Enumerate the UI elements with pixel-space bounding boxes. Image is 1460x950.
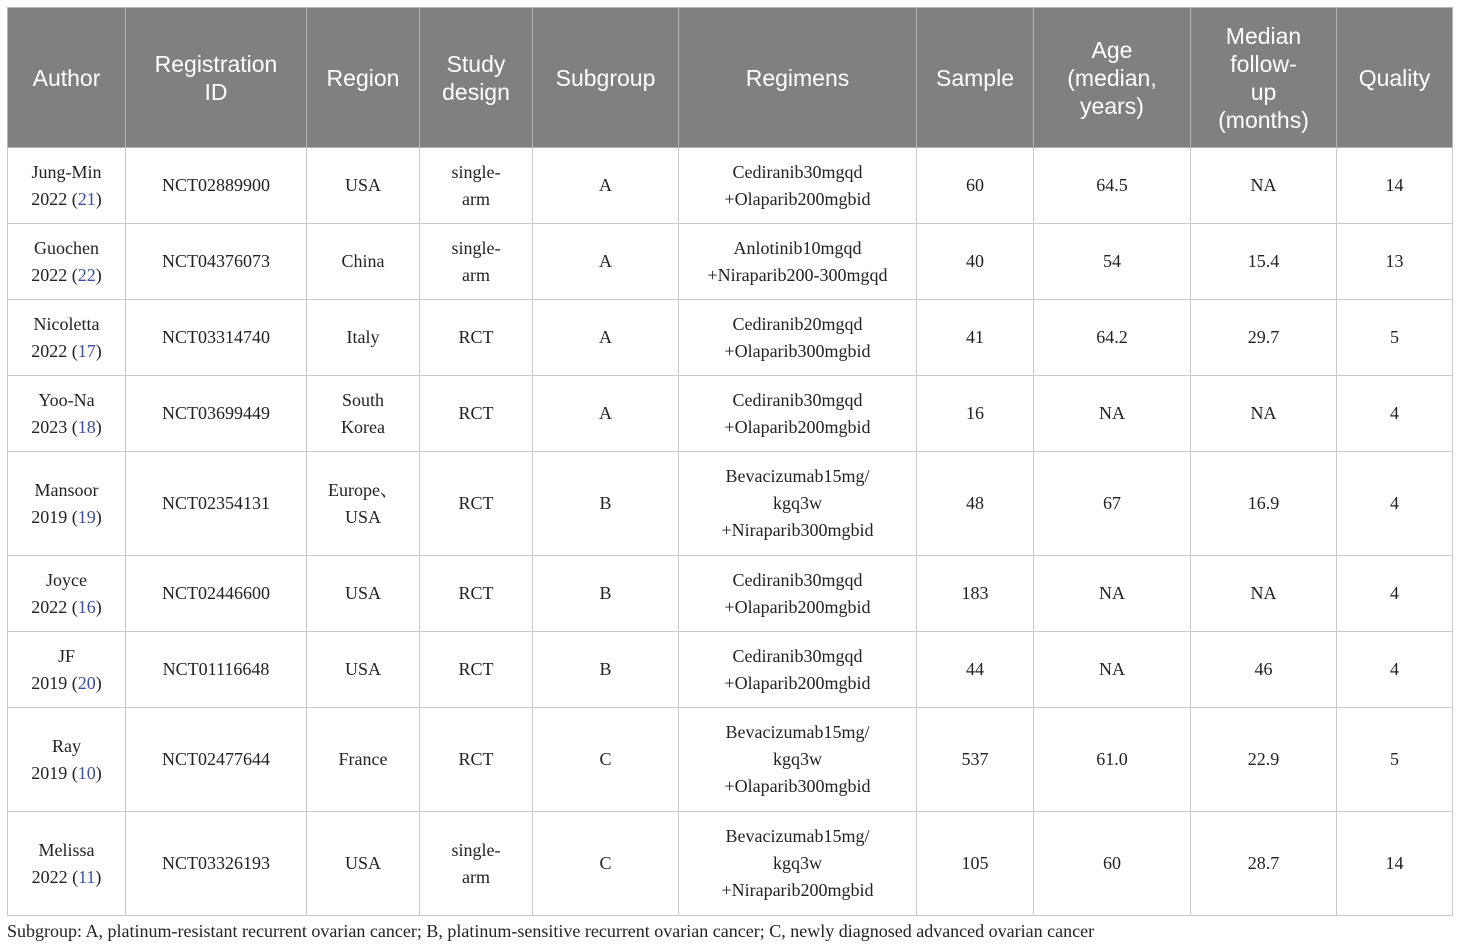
header-age-line: years) (1080, 92, 1144, 119)
regimen-line: +Niraparib300mgbid (721, 520, 874, 540)
regimen-line: kgq3w (773, 749, 822, 769)
regimen-line: Cediranib30mgqd (732, 645, 863, 666)
regimen-line: kgq3w (773, 853, 822, 873)
author-name: Melissa (38, 839, 95, 860)
cell-quality: 14 (1337, 148, 1453, 224)
region-line: South (341, 389, 384, 410)
cell-registration-id: NCT04376073 (126, 224, 307, 300)
cell-follow-up: 15.4 (1191, 224, 1337, 300)
regimen-line: +Niraparib200-300mgqd (707, 264, 888, 285)
table-row (8, 812, 1453, 916)
design-line: RCT (458, 493, 494, 513)
author-name: Mansoor (34, 479, 99, 500)
region-line: Korea (341, 416, 385, 437)
regimen-line: +Olaparib300mgbid (724, 776, 871, 796)
author-name: Yoo-Na (38, 389, 95, 410)
regimen-line: +Olaparib300mgbid (724, 340, 871, 361)
table-row (8, 224, 1453, 300)
header-regimens-label: Regimens (745, 64, 850, 91)
header-quality (1337, 8, 1453, 148)
citation-ref: 21 (77, 188, 96, 209)
table-row (8, 556, 1453, 632)
design-line: single- (451, 161, 501, 182)
header-regimens (679, 8, 917, 148)
cell-regimens (679, 224, 917, 300)
cell-quality: 4 (1337, 632, 1453, 708)
cell-regimens (679, 632, 917, 708)
region-line: Italy (346, 327, 380, 347)
cell-sample: 48 (917, 452, 1034, 556)
region-line: China (341, 251, 385, 271)
header-sample (917, 8, 1034, 148)
cell-region (307, 148, 420, 224)
header-registration-id (126, 8, 307, 148)
cell-subgroup: B (533, 556, 679, 632)
cell-quality: 5 (1337, 708, 1453, 812)
cell-regimens (679, 556, 917, 632)
design-line: RCT (458, 749, 494, 769)
cell-region (307, 708, 420, 812)
cell-author (8, 452, 126, 556)
header-subgroup (533, 8, 679, 148)
author-name: Nicoletta (33, 313, 100, 334)
author-name: Ray (52, 735, 81, 756)
author-year: 2019 (31, 506, 68, 527)
cell-region (307, 632, 420, 708)
design-line: arm (462, 866, 490, 887)
cell-regimens (679, 708, 917, 812)
cell-quality: 4 (1337, 452, 1453, 556)
cell-region (307, 452, 420, 556)
regimen-line: kgq3w (773, 493, 822, 513)
region-line: USA (344, 583, 381, 603)
cell-registration-id: NCT03326193 (126, 812, 307, 916)
header-age-line: Age (1091, 36, 1133, 63)
header-median-follow-up (1191, 8, 1337, 148)
header-author-label: Author (32, 64, 101, 91)
cell-quality: 13 (1337, 224, 1453, 300)
regimen-line: Bevacizumab15mg/ (725, 722, 870, 742)
cell-sample: 40 (917, 224, 1034, 300)
cell-sample: 41 (917, 300, 1034, 376)
header-row (8, 8, 1453, 148)
design-line: arm (462, 188, 490, 209)
cell-age: 64.5 (1034, 148, 1191, 224)
cell-age: NA (1034, 376, 1191, 452)
author-year: 2019 (31, 762, 68, 783)
author-year-line: 2022 (22) (31, 264, 102, 285)
author-year: 2022 (31, 264, 68, 285)
cell-age: 61.0 (1034, 708, 1191, 812)
cell-study-design (420, 632, 533, 708)
cell-registration-id: NCT01116648 (126, 632, 307, 708)
author-year: 2019 (31, 672, 68, 693)
cell-registration-id: NCT02477644 (126, 708, 307, 812)
header-age (1034, 8, 1191, 148)
header-design-line: design (442, 78, 510, 105)
author-name: Jung-Min (31, 161, 102, 182)
cell-subgroup: A (533, 300, 679, 376)
cell-follow-up: NA (1191, 148, 1337, 224)
cell-author (8, 224, 126, 300)
cell-age: 67 (1034, 452, 1191, 556)
cell-follow-up: 28.7 (1191, 812, 1337, 916)
study-characteristics-table (7, 7, 1453, 916)
cell-follow-up: 16.9 (1191, 452, 1337, 556)
cell-region (307, 224, 420, 300)
cell-registration-id: NCT02889900 (126, 148, 307, 224)
citation-ref: 18 (77, 416, 96, 437)
region-line: USA (344, 853, 381, 873)
regimen-line: Bevacizumab15mg/ (725, 826, 870, 846)
author-year: 2022 (31, 340, 68, 361)
cell-author (8, 708, 126, 812)
cell-study-design (420, 812, 533, 916)
regimen-line: +Niraparib200mgbid (721, 880, 874, 900)
study-table-container (7, 7, 1453, 916)
citation-ref: 20 (77, 672, 96, 693)
table-footnote: Subgroup: A, platinum-resistant recurrent ovarian cancer; B, platinum-sensitive recurrent ovarian cancer; C, newly diagnosed advanced ovarian cancer (7, 921, 1095, 941)
region-line: USA (344, 659, 381, 679)
regimen-line: Cediranib30mgqd (732, 569, 863, 590)
regimen-line: Bevacizumab15mg/ (725, 466, 870, 486)
regimen-line: +Olaparib200mgbid (724, 416, 871, 437)
header-followup-line: Median (1225, 22, 1302, 49)
region-line: USA (344, 175, 381, 195)
design-line: RCT (458, 659, 494, 679)
cell-regimens (679, 812, 917, 916)
cell-author (8, 300, 126, 376)
citation-ref: 16 (77, 596, 96, 617)
cell-region (307, 376, 420, 452)
cell-subgroup: A (533, 224, 679, 300)
header-subgroup-label: Subgroup (555, 64, 656, 91)
header-followup-line: up (1250, 78, 1277, 105)
regimen-line: Cediranib30mgqd (732, 161, 863, 182)
cell-study-design (420, 300, 533, 376)
author-year-line: 2022 (11) (31, 866, 102, 887)
citation-ref: 22 (77, 264, 96, 285)
design-line: RCT (458, 403, 494, 423)
region-line: France (338, 749, 388, 769)
regimen-line: Cediranib20mgqd (732, 313, 863, 334)
cell-age: 64.2 (1034, 300, 1191, 376)
cell-quality: 4 (1337, 556, 1453, 632)
header-design-line: Study (446, 50, 506, 77)
cell-subgroup: B (533, 452, 679, 556)
header-age-line: (median, (1067, 64, 1157, 91)
author-year-line: 2023 (18) (31, 416, 102, 437)
cell-registration-id: NCT02354131 (126, 452, 307, 556)
cell-follow-up: NA (1191, 556, 1337, 632)
regimen-line: +Olaparib200mgbid (724, 188, 871, 209)
header-region-label: Region (326, 64, 400, 91)
cell-regimens (679, 148, 917, 224)
author-year-line: 2022 (16) (31, 596, 102, 617)
cell-follow-up: 29.7 (1191, 300, 1337, 376)
author-name: Guochen (34, 237, 99, 258)
cell-study-design (420, 556, 533, 632)
cell-regimens (679, 300, 917, 376)
cell-follow-up: NA (1191, 376, 1337, 452)
cell-sample: 44 (917, 632, 1034, 708)
cell-follow-up: 22.9 (1191, 708, 1337, 812)
header-study-design (420, 8, 533, 148)
design-line: RCT (458, 583, 494, 603)
header-followup-line: follow- (1230, 50, 1297, 77)
cell-author (8, 812, 126, 916)
header-registration-line: Registration (154, 50, 278, 77)
cell-sample: 183 (917, 556, 1034, 632)
cell-subgroup: B (533, 632, 679, 708)
cell-study-design (420, 148, 533, 224)
author-name: JF (57, 645, 75, 666)
cell-study-design (420, 224, 533, 300)
cell-sample: 105 (917, 812, 1034, 916)
cell-age: 60 (1034, 812, 1191, 916)
cell-study-design (420, 708, 533, 812)
design-line: RCT (458, 327, 494, 347)
cell-author (8, 376, 126, 452)
cell-subgroup: C (533, 812, 679, 916)
cell-quality: 4 (1337, 376, 1453, 452)
author-year: 2022 (31, 596, 68, 617)
region-line: USA (344, 506, 381, 527)
table-row (8, 376, 1453, 452)
regimen-line: Anlotinib10mgqd (733, 237, 862, 258)
author-year-line: 2019 (20) (31, 672, 102, 693)
table-row (8, 708, 1453, 812)
cell-quality: 14 (1337, 812, 1453, 916)
cell-subgroup: A (533, 148, 679, 224)
author-year-line: 2019 (10) (31, 762, 102, 783)
table-row (8, 632, 1453, 708)
author-year-line: 2019 (19) (31, 506, 102, 527)
table-row (8, 148, 1453, 224)
cell-region (307, 300, 420, 376)
author-year: 2023 (31, 416, 68, 437)
regimen-line: +Olaparib200mgbid (724, 596, 871, 617)
cell-regimens (679, 376, 917, 452)
cell-age: NA (1034, 556, 1191, 632)
header-region (307, 8, 420, 148)
citation-ref: 19 (77, 506, 96, 527)
cell-registration-id: NCT03699449 (126, 376, 307, 452)
regimen-line: Cediranib30mgqd (732, 389, 863, 410)
cell-region (307, 812, 420, 916)
header-quality-label: Quality (1358, 64, 1431, 91)
cell-sample: 60 (917, 148, 1034, 224)
header-sample-label: Sample (936, 64, 1014, 91)
author-year-line: 2022 (17) (31, 340, 102, 361)
regimen-line: +Olaparib200mgbid (724, 672, 871, 693)
cell-region (307, 556, 420, 632)
cell-regimens (679, 452, 917, 556)
design-line: arm (462, 264, 490, 285)
cell-subgroup: C (533, 708, 679, 812)
cell-quality: 5 (1337, 300, 1453, 376)
author-name: Joyce (46, 569, 87, 590)
cell-author (8, 148, 126, 224)
citation-ref: 10 (77, 762, 96, 783)
cell-sample: 16 (917, 376, 1034, 452)
cell-author (8, 632, 126, 708)
author-year: 2022 (31, 188, 68, 209)
region-line: Europe、 (328, 479, 398, 500)
author-year: 2022 (31, 866, 68, 887)
citation-ref: 11 (78, 866, 96, 887)
cell-age: 54 (1034, 224, 1191, 300)
table-row (8, 452, 1453, 556)
header-followup-line: (months) (1218, 106, 1309, 133)
author-year-line: 2022 (21) (31, 188, 102, 209)
cell-sample: 537 (917, 708, 1034, 812)
cell-author (8, 556, 126, 632)
cell-registration-id: NCT02446600 (126, 556, 307, 632)
citation-ref: 17 (77, 340, 96, 361)
cell-follow-up: 46 (1191, 632, 1337, 708)
cell-registration-id: NCT03314740 (126, 300, 307, 376)
cell-age: NA (1034, 632, 1191, 708)
header-author (8, 8, 126, 148)
design-line: single- (451, 237, 501, 258)
cell-study-design (420, 376, 533, 452)
table-body (8, 148, 1453, 916)
design-line: single- (451, 839, 501, 860)
cell-study-design (420, 452, 533, 556)
cell-subgroup: A (533, 376, 679, 452)
header-registration-line: ID (204, 78, 228, 105)
table-row (8, 300, 1453, 376)
